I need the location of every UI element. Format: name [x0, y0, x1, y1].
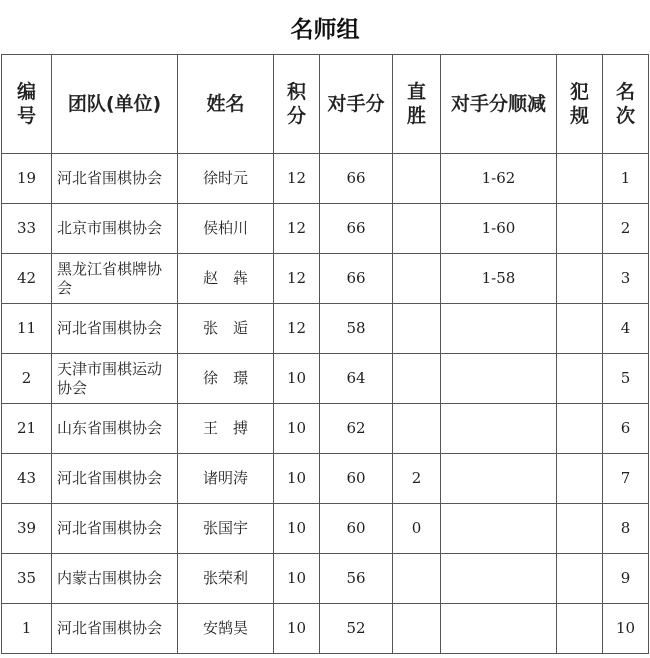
- table-row: [2, 354, 649, 404]
- cell-id: 35: [2, 554, 52, 604]
- header-rank: 名次: [603, 55, 649, 154]
- cell-points: 12: [274, 204, 320, 254]
- cell-player-name: 徐时元: [178, 154, 274, 204]
- cell-points: 12: [274, 304, 320, 354]
- cell-opponent-reduction: 1-62: [441, 154, 557, 204]
- cell-player-name: 王 搏: [178, 404, 274, 454]
- header-direct-win: 直胜: [393, 55, 441, 154]
- cell-foul: [557, 154, 603, 204]
- table-row: [2, 304, 649, 354]
- cell-player-name: 诸明涛: [178, 454, 274, 504]
- cell-foul: [557, 604, 603, 654]
- table-row: [2, 454, 649, 504]
- cell-points: 12: [274, 254, 320, 304]
- cell-direct-win: [393, 254, 441, 304]
- table-row: [2, 204, 649, 254]
- cell-opponent-reduction: [441, 404, 557, 454]
- cell-foul: [557, 204, 603, 254]
- table-row: [2, 604, 649, 654]
- cell-opponent-reduction: 1-58: [441, 254, 557, 304]
- cell-foul: [557, 404, 603, 454]
- cell-id: 11: [2, 304, 52, 354]
- cell-opponent-score: 58: [320, 304, 393, 354]
- cell-direct-win: [393, 554, 441, 604]
- table-row: [2, 404, 649, 454]
- cell-id: 33: [2, 204, 52, 254]
- cell-unit: 河北省围棋协会: [52, 304, 178, 354]
- cell-id: 19: [2, 154, 52, 204]
- cell-rank: 3: [603, 254, 649, 304]
- cell-direct-win: [393, 354, 441, 404]
- cell-id: 39: [2, 504, 52, 554]
- cell-rank: 8: [603, 504, 649, 554]
- cell-rank: 4: [603, 304, 649, 354]
- cell-unit: 山东省围棋协会: [52, 404, 178, 454]
- cell-opponent-score: 56: [320, 554, 393, 604]
- cell-id: 42: [2, 254, 52, 304]
- cell-rank: 6: [603, 404, 649, 454]
- cell-rank: 10: [603, 604, 649, 654]
- cell-opponent-score: 62: [320, 404, 393, 454]
- cell-opponent-reduction: [441, 604, 557, 654]
- cell-unit: 河北省围棋协会: [52, 454, 178, 504]
- header-opponent-reduction: 对手分顺减: [441, 55, 557, 154]
- cell-rank: 1: [603, 154, 649, 204]
- cell-player-name: 张 逅: [178, 304, 274, 354]
- cell-foul: [557, 504, 603, 554]
- cell-unit: 内蒙古围棋协会: [52, 554, 178, 604]
- cell-unit: 河北省围棋协会: [52, 504, 178, 554]
- cell-opponent-score: 66: [320, 254, 393, 304]
- table-row: [2, 254, 649, 304]
- cell-player-name: 张国宇: [178, 504, 274, 554]
- page-title: 名师组: [290, 16, 360, 43]
- header-unit: 团队(单位): [52, 55, 178, 154]
- cell-unit: 河北省围棋协会: [52, 154, 178, 204]
- cell-player-name: 赵 犇: [178, 254, 274, 304]
- cell-id: 2: [2, 354, 52, 404]
- header-points: 积分: [274, 55, 320, 154]
- cell-foul: [557, 554, 603, 604]
- cell-player-name: 安鹄昊: [178, 604, 274, 654]
- cell-rank: 5: [603, 354, 649, 404]
- cell-opponent-reduction: [441, 504, 557, 554]
- table-row: [2, 504, 649, 554]
- cell-unit: 河北省围棋协会: [52, 604, 178, 654]
- cell-opponent-reduction: [441, 304, 557, 354]
- cell-points: 10: [274, 604, 320, 654]
- cell-opponent-score: 60: [320, 454, 393, 504]
- results-table: [1, 54, 649, 654]
- header-opponent-score: 对手分: [320, 55, 393, 154]
- cell-opponent-score: 52: [320, 604, 393, 654]
- header-foul: 犯规: [557, 55, 603, 154]
- cell-points: 12: [274, 154, 320, 204]
- cell-points: 10: [274, 404, 320, 454]
- cell-direct-win: [393, 204, 441, 254]
- cell-id: 21: [2, 404, 52, 454]
- cell-opponent-score: 64: [320, 354, 393, 404]
- cell-opponent-reduction: [441, 454, 557, 504]
- cell-foul: [557, 304, 603, 354]
- cell-player-name: 张荣利: [178, 554, 274, 604]
- cell-foul: [557, 354, 603, 404]
- cell-rank: 9: [603, 554, 649, 604]
- cell-id: 1: [2, 604, 52, 654]
- cell-opponent-reduction: [441, 554, 557, 604]
- cell-opponent-reduction: 1-60: [441, 204, 557, 254]
- cell-unit: 黑龙江省棋牌协会: [52, 254, 178, 304]
- cell-player-name: 徐 璟: [178, 354, 274, 404]
- cell-id: 43: [2, 454, 52, 504]
- cell-direct-win: [393, 604, 441, 654]
- cell-player-name: 侯柏川: [178, 204, 274, 254]
- cell-direct-win: [393, 154, 441, 204]
- cell-points: 10: [274, 454, 320, 504]
- cell-rank: 7: [603, 454, 649, 504]
- cell-opponent-score: 66: [320, 154, 393, 204]
- table-header-row: [2, 55, 649, 154]
- cell-opponent-score: 66: [320, 204, 393, 254]
- cell-rank: 2: [603, 204, 649, 254]
- cell-direct-win: 0: [393, 504, 441, 554]
- header-id: 编号: [2, 55, 52, 154]
- table-row: [2, 154, 649, 204]
- cell-unit: 北京市围棋协会: [52, 204, 178, 254]
- cell-unit: 天津市围棋运动协会: [52, 354, 178, 404]
- cell-points: 10: [274, 354, 320, 404]
- cell-direct-win: [393, 304, 441, 354]
- cell-opponent-reduction: [441, 354, 557, 404]
- cell-opponent-score: 60: [320, 504, 393, 554]
- header-name: 姓名: [178, 55, 274, 154]
- cell-foul: [557, 254, 603, 304]
- cell-direct-win: 2: [393, 454, 441, 504]
- cell-points: 10: [274, 504, 320, 554]
- cell-foul: [557, 454, 603, 504]
- table-row: [2, 554, 649, 604]
- cell-direct-win: [393, 404, 441, 454]
- cell-points: 10: [274, 554, 320, 604]
